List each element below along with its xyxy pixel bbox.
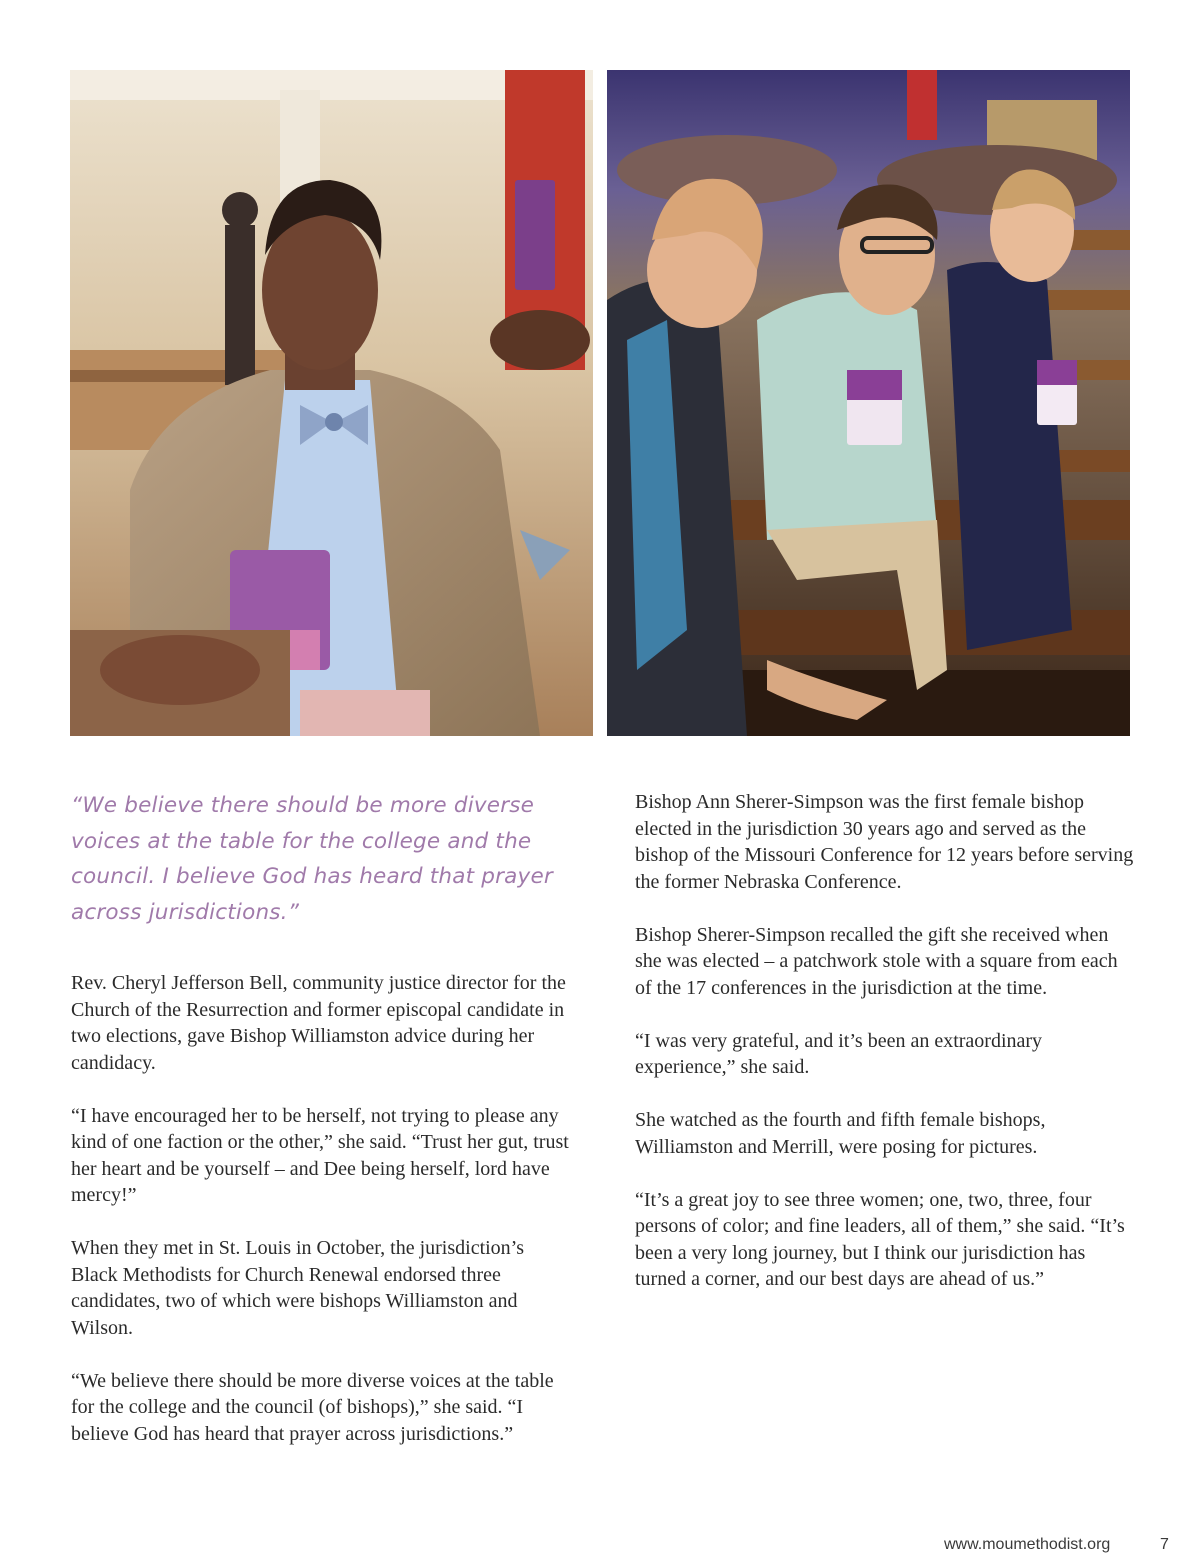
right-paragraph-2: Bishop Sherer-Simpson recalled the gift she received when she was elected – a patchwork stole with a square from each of the 17 conferences in the jurisdiction at the time. [635,923,1118,999]
left-paragraph-4: “We believe there should be more diverse voices at the table for the college and the council (of bishops),” she said. “I believe God has heard that prayer across jurisdictions.” [71,1369,554,1445]
left-paragraph-2: “I have encouraged her to be herself, not trying to please any kind of one faction or the other,” she said. “Trust her gut, trust her heart and be yourself – and Dee being herself, lord have mercy!” [71,1104,569,1206]
right-column [635,788,1135,1319]
right-paragraph-4: She watched as the fourth and fifth female bishops, Williamston and Merrill, were posing for pictures. [635,1109,1046,1158]
pull-quote: “We believe there should be more diverse voices at the table for the college and the council. I believe God has heard that prayer across jurisdictions.” [71,793,553,925]
photo-left [70,70,593,736]
photo-man-bowtie-icon [70,70,593,736]
right-paragraph-5: “It’s a great joy to see three women; one, two, three, four persons of color; and fine leaders, all of them,” she said. “It’s been a very long journey, but I think our jurisdiction has turned a corner, and our best days are ahead of us.” [635,1188,1125,1290]
page-number: 7 [1160,1536,1169,1553]
footer-url[interactable]: www.moumethodist.org [944,1536,1111,1553]
left-paragraph-3: When they met in St. Louis in October, the jurisdiction’s Black Methodists for Church Renewal endorsed three candidates, two of which were bishops Williamston and Wilson. [71,1237,525,1339]
photo-right [607,70,1130,736]
left-column [71,788,571,1474]
right-paragraph-3: “I was very grateful, and it’s been an extraordinary experience,” she said. [635,1029,1043,1078]
right-paragraph-1: Bishop Ann Sherer-Simpson was the first female bishop elected in the jurisdiction 30 years ago and served as the bishop of the Missouri Conference for 12 years before serving the former Nebraska Conference. [635,791,1134,893]
photo-conversation-pews-icon [607,70,1130,736]
left-paragraph-1: Rev. Cheryl Jefferson Bell, community justice director for the Church of the Resurrection and former episcopal candidate in two elections, gave Bishop Williamston advice during her candidacy. [71,972,566,1074]
